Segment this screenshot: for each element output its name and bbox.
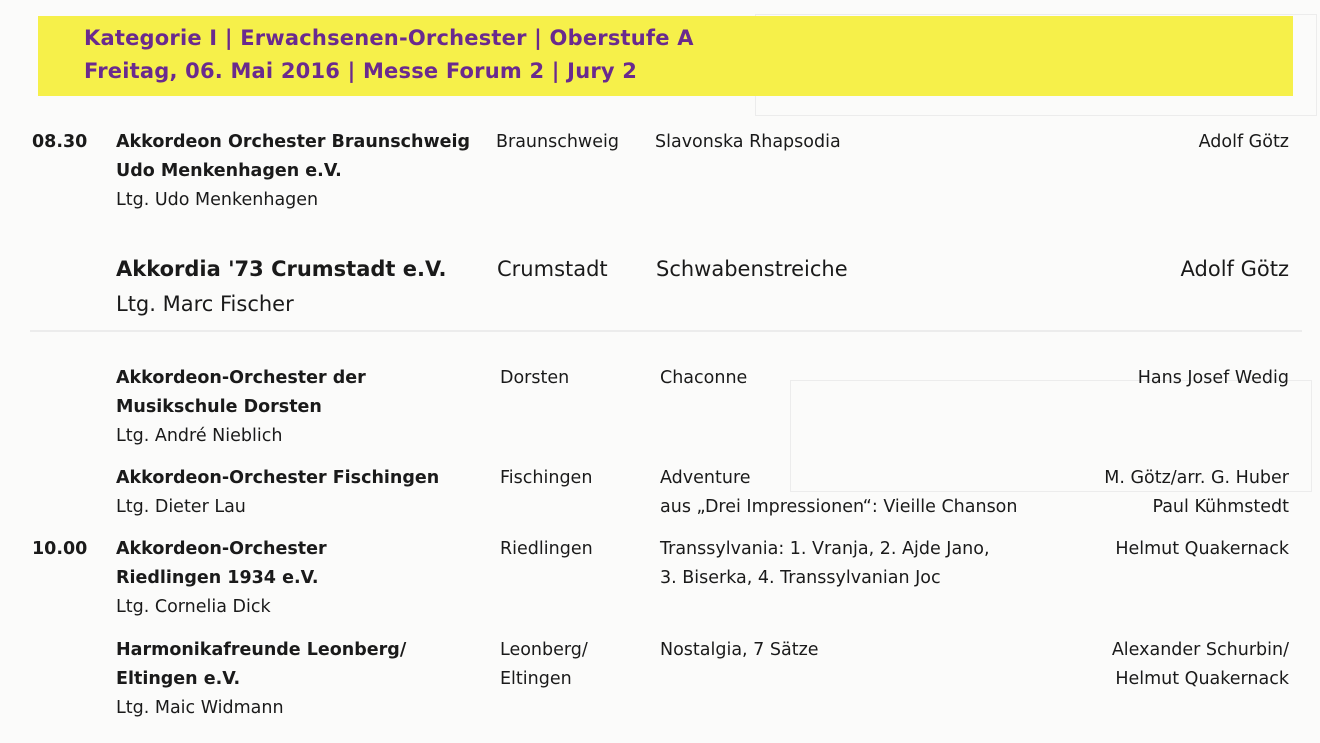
piece: 3. Biserka, 4. Transsylvanian Joc bbox=[660, 568, 941, 588]
piece: Chaconne bbox=[660, 368, 748, 388]
piece: Schwabenstreiche bbox=[656, 257, 848, 281]
piece: Slavonska Rhapsodia bbox=[655, 132, 841, 152]
conductor: Ltg. Dieter Lau bbox=[116, 497, 246, 517]
orchestra-name: Akkordeon-Orchester bbox=[116, 539, 327, 559]
composer: Paul Kühmstedt bbox=[1152, 497, 1289, 517]
orchestra-name: Eltingen e.V. bbox=[116, 669, 241, 689]
composer: Hans Josef Wedig bbox=[1137, 368, 1289, 388]
piece: Nostalgia, 7 Sätze bbox=[660, 640, 819, 660]
time-slot: 10.00 bbox=[32, 539, 88, 559]
conductor: Ltg. Udo Menkenhagen bbox=[116, 190, 319, 210]
orchestra-name: Musikschule Dorsten bbox=[116, 397, 322, 417]
orchestra-name: Akkordia '73 Crumstadt e.V. bbox=[116, 257, 447, 281]
conductor: Ltg. André Nieblich bbox=[116, 426, 283, 446]
orchestra-name: Akkordeon-Orchester Fischingen bbox=[116, 468, 440, 488]
city: Fischingen bbox=[500, 468, 593, 488]
composer: Adolf Götz bbox=[1198, 132, 1289, 152]
bleed-through-grid bbox=[30, 330, 1302, 332]
orchestra-name: Riedlingen 1934 e.V. bbox=[116, 568, 319, 588]
city: Dorsten bbox=[500, 368, 570, 388]
city: Braunschweig bbox=[496, 132, 619, 152]
piece: Adventure bbox=[660, 468, 751, 488]
orchestra-name: Akkordeon-Orchester der bbox=[116, 368, 366, 388]
date-venue-line: Freitag, 06. Mai 2016 | Messe Forum 2 | Jury 2 bbox=[84, 59, 638, 83]
composer: Alexander Schurbin/ bbox=[1111, 640, 1289, 660]
category-banner bbox=[38, 16, 1293, 96]
city: Leonberg/ bbox=[500, 640, 588, 660]
city: Eltingen bbox=[500, 669, 572, 689]
conductor: Ltg. Maic Widmann bbox=[116, 698, 284, 718]
composer: M. Götz/arr. G. Huber bbox=[1104, 468, 1289, 488]
orchestra-name: Akkordeon Orchester Braunschweig bbox=[116, 132, 471, 152]
composer: Helmut Quakernack bbox=[1115, 539, 1289, 559]
orchestra-name: Harmonikafreunde Leonberg/ bbox=[116, 640, 407, 660]
city: Riedlingen bbox=[500, 539, 593, 559]
composer: Adolf Götz bbox=[1180, 257, 1289, 281]
time-slot: 08.30 bbox=[32, 132, 88, 152]
orchestra-name: Udo Menkenhagen e.V. bbox=[116, 161, 342, 181]
conductor: Ltg. Cornelia Dick bbox=[116, 597, 271, 617]
category-title: Kategorie I | Erwachsenen-Orchester | Oberstufe A bbox=[84, 26, 694, 50]
city: Crumstadt bbox=[497, 257, 608, 281]
conductor: Ltg. Marc Fischer bbox=[116, 292, 294, 316]
composer: Helmut Quakernack bbox=[1115, 669, 1289, 689]
piece: aus „Drei Impressionen“: Vieille Chanson bbox=[660, 497, 1018, 517]
piece: Transsylvania: 1. Vranja, 2. Ajde Jano, bbox=[660, 539, 990, 559]
